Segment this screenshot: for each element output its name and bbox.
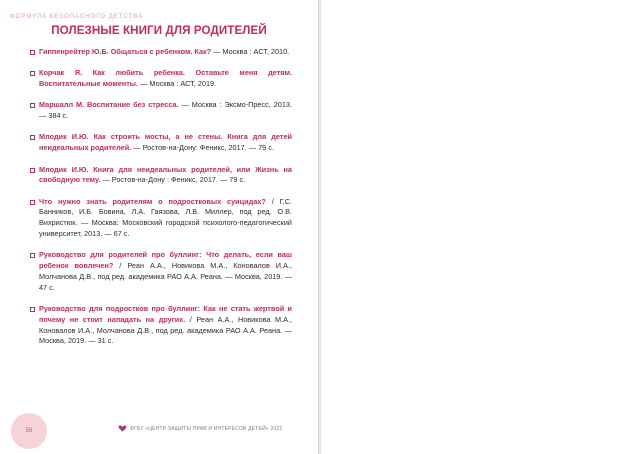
running-head: ФОРМУЛА БЕЗОПАСНОГО ДЕТСТВА (10, 13, 144, 20)
book-author-title: Млодик И.Ю. Книга для неидеальных родителей, или Жизнь на свободную тему. (39, 164, 292, 185)
book-details: / Реан А.А., Новикова М.А., Коновалов И.А., Молчанова Д.В., под ред. академика РАО А.А. Реана. — Москва, 2019. — 31 с. (39, 314, 292, 346)
book-details: — Москва : АСТ, 2019. (138, 79, 217, 89)
book-entry (30, 132, 292, 154)
book-entry (30, 68, 292, 90)
book-author-title: Что нужно знать родителям о подростковых суицидах? (39, 196, 266, 206)
square-bullet-icon (30, 50, 35, 55)
book-author-title: Руководство для родителей про буллинг: Что делать, если ваш ребенок вовлечен? (39, 250, 292, 271)
square-bullet-icon (30, 200, 35, 205)
book-details: — Ростов-на-Дону: Феникс, 2017. — 79 с. (131, 143, 274, 153)
book-entry (30, 47, 292, 58)
book-details: — Ростов-на-Дону : Феникс, 2017. — 79 с. (100, 175, 246, 185)
book-details: / Г.С. Банников, И.Б. Бовина, Л.А. Гаязова, Л.В. Миллер, под ред. О.В. Вихристюк. — Москва: Московский городской психолого-педагогический университет, 2013. — 67 с. (39, 196, 292, 239)
book-author-title: Млодик И.Ю. Как строить мосты, а не стены. Книга для детей неидеальных родителей. (39, 132, 292, 153)
book-entry (30, 304, 292, 347)
book-details: — Москва : Эксмо-Пресс, 2013. — 384 с. (39, 100, 292, 121)
book-author-title: Маршалл М. Воспитание без стресса. (39, 100, 179, 110)
square-bullet-icon (30, 103, 35, 108)
footer (118, 425, 313, 432)
book-entry (30, 165, 292, 187)
right-page-blank (321, 0, 640, 454)
book-entry (30, 100, 292, 122)
book-details: — Москва : АСТ, 2010. (211, 47, 290, 56)
book-author-title: Гиппенрейтер Ю.Б. Общаться с ребенком. Как? (39, 47, 212, 56)
book-entry (30, 197, 292, 240)
page-number-badge (11, 413, 47, 449)
book-author-title: Корчак Я. Как любить ребенка. Оставьте меня детям. Воспитательные моменты. (39, 68, 292, 89)
square-bullet-icon (30, 307, 35, 312)
page-number: 56 (25, 428, 33, 434)
left-page (0, 0, 318, 454)
book-details: / Реан А.А., Новикова М.А., Коновалов И.А., Молчанова Д.В., под ред. академика РАО А.А. Реана. — Москва, 2019. — 47 с. (39, 261, 293, 292)
square-bullet-icon (30, 168, 35, 173)
page-title: ПОЛЕЗНЫЕ КНИГИ ДЛЯ РОДИТЕЛЕЙ (51, 24, 267, 37)
square-bullet-icon (30, 71, 35, 76)
footer-organization: ФГБУ «ЦЕНТР ЗАЩИТЫ ПРАВ И ИНТЕРЕСОВ ДЕТЕЙ» 2022 (130, 425, 283, 432)
book-list (30, 47, 292, 358)
square-bullet-icon (30, 253, 35, 258)
square-bullet-icon (30, 135, 35, 140)
heart-logo-icon (118, 425, 127, 432)
book-author-title: Руководство для подростков про буллинг: Как не стать жертвой и почему не стоит нападать на других. (39, 304, 292, 324)
book-entry (30, 250, 292, 293)
